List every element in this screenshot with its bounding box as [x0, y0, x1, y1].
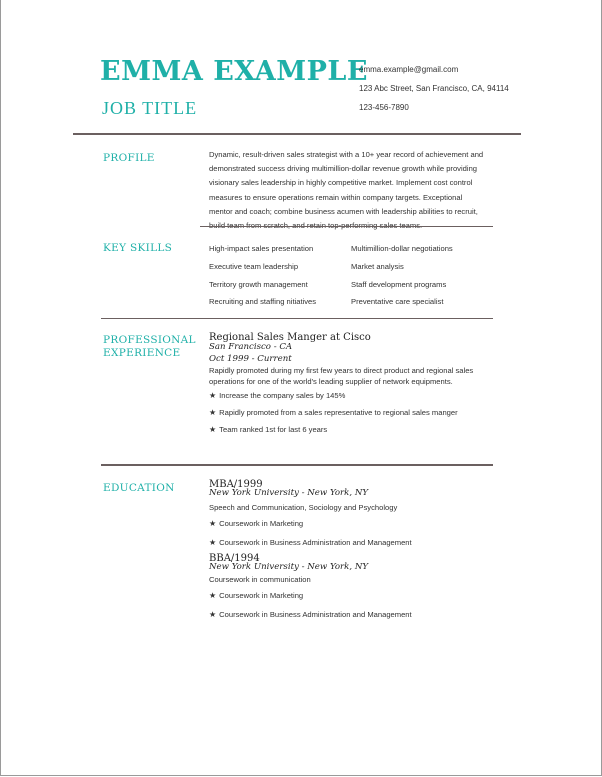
- coursework-item: [209, 591, 509, 600]
- achievement-text: Rapidly promoted from a sales representative to regional sales manger: [219, 408, 458, 417]
- description-line: operations for one of the world's leading supplier of network equipments.: [209, 377, 453, 386]
- school: New York University - New York, NY: [209, 488, 369, 498]
- star-icon: ★: [209, 425, 217, 434]
- star-icon: ★: [209, 591, 217, 600]
- profile-line: Dynamic, result-driven sales strategist with a 10+ year record of achievement and: [209, 150, 484, 159]
- profile-line: demonstrated success driving multimillion-dollar revenue growth while providing: [209, 164, 478, 174]
- job-title: JOB TITLE: [102, 98, 198, 118]
- skill-item: Multimillion-dollar negotiations: [351, 244, 453, 253]
- section-heading-skills: KEY SKILLS: [103, 242, 173, 254]
- star-icon: ★: [209, 408, 217, 417]
- school: New York University - New York, NY: [209, 562, 369, 572]
- coursework-text: Coursework in Marketing: [219, 591, 304, 600]
- role-title: Regional Sales Manger at Cisco: [209, 332, 371, 343]
- contact-phone: 123-456-7890: [359, 103, 409, 112]
- skill-item: Market analysis: [351, 262, 404, 271]
- section-heading-profile: PROFILE: [103, 152, 155, 164]
- skill-item: Preventative care specialist: [351, 297, 444, 306]
- experience-entry: [209, 332, 509, 434]
- heading-line: EXPERIENCE: [103, 347, 181, 359]
- coursework-text: Coursework in Business Administration and Management: [219, 610, 412, 619]
- role-description: [209, 365, 509, 387]
- divider: [73, 133, 521, 135]
- contact-email: emma.example@gmail.com: [359, 65, 459, 74]
- heading-line: PROFESSIONAL: [103, 334, 196, 346]
- star-icon: ★: [209, 538, 217, 547]
- skill-item: High-impact sales presentation: [209, 244, 314, 253]
- coursework-text: Coursework in Marketing: [219, 519, 304, 528]
- skill-item: Staff development programs: [351, 280, 447, 289]
- education-entry: [209, 553, 509, 619]
- coursework-text: Coursework in Business Administration and Management: [219, 538, 412, 547]
- candidate-name: EMMA EXAMPLE: [100, 56, 368, 87]
- skill-item: Territory growth management: [209, 280, 308, 289]
- divider: [101, 464, 493, 466]
- divider: [200, 226, 493, 227]
- education-detail: Coursework in communication: [209, 575, 311, 584]
- education-entry: [209, 479, 509, 547]
- degree: MBA/1999: [209, 479, 263, 490]
- achievement-item: [209, 391, 509, 400]
- degree: BBA/1994: [209, 553, 260, 564]
- profile-text: [209, 148, 509, 233]
- profile-line: measures to ensure operations remain within company targets. Exceptional: [209, 192, 463, 202]
- section-heading-education: EDUCATION: [103, 482, 175, 494]
- achievement-text: Increase the company sales by 145%: [219, 391, 346, 400]
- section-heading-experience: [103, 334, 196, 360]
- achievement-item: [209, 425, 509, 434]
- skill-item: Executive team leadership: [209, 262, 299, 271]
- coursework-item: [209, 538, 509, 547]
- star-icon: ★: [209, 610, 217, 619]
- coursework-item: [209, 519, 509, 528]
- role-location: San Francisco - CA: [209, 342, 293, 352]
- achievement-text: Team ranked 1st for last 6 years: [219, 425, 328, 434]
- star-icon: ★: [209, 519, 217, 528]
- profile-line: mentor and coach; combine business acumen with leadership abilities to recruit,: [209, 206, 478, 216]
- skill-item: Recruiting and staffing nitiatives: [209, 297, 317, 306]
- education-list: [209, 479, 509, 619]
- role-dates: Oct 1999 - Current: [209, 354, 292, 364]
- education-detail: Speech and Communication, Sociology and Psychology: [209, 503, 398, 512]
- profile-line: visionary sales leadership in highly competitive market. Implement cost control: [209, 178, 473, 188]
- star-icon: ★: [209, 391, 217, 400]
- coursework-item: [209, 610, 509, 619]
- divider: [101, 318, 493, 319]
- achievement-item: [209, 408, 509, 417]
- description-line: Rapidly promoted during my first few years to direct product and regional sales: [209, 366, 474, 375]
- contact-address: 123 Abc Street, San Francisco, CA, 94114: [359, 84, 509, 93]
